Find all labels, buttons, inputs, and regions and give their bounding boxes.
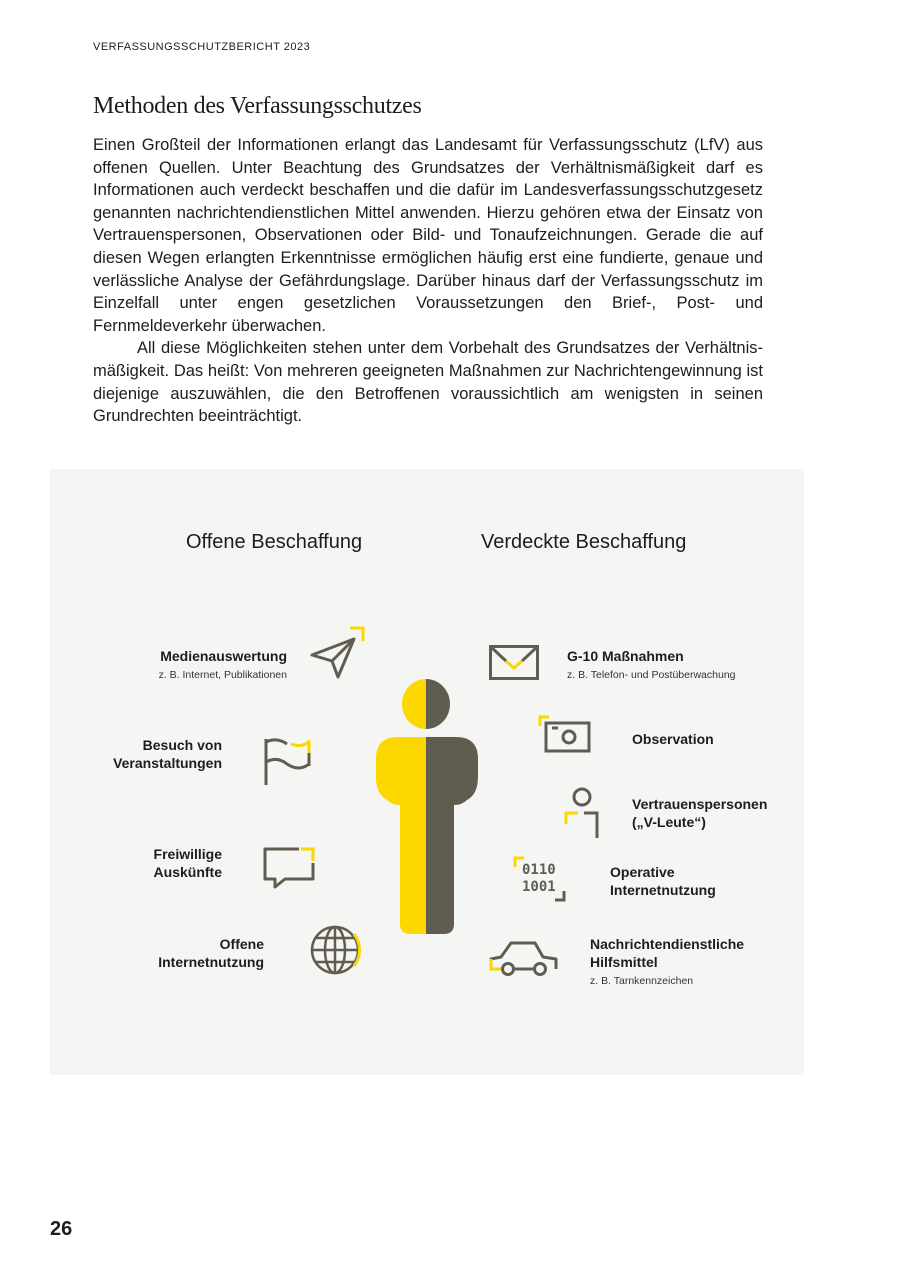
- person-figure-icon: [376, 679, 478, 935]
- operative-internet-label: Operative Internetnutzung: [610, 864, 716, 898]
- g10-measures-label: G-10 Maßnahmen: [567, 648, 684, 664]
- paragraph-2: All diese Möglichkeiten stehen unter dem Vorbehalt des Grundsatzes der Verhältnismäßigkeit. Das heißt: Von mehreren geeigneten Maßnahmen zur Nachrichtengewinnung ist diejenige auszuwählen, die den Betroffenen voraussichtlich am wenigsten in seinen Grundrechten beeinträchtigt.: [93, 339, 763, 426]
- media-analysis-sub: z. B. Internet, Publikationen: [158, 669, 287, 681]
- envelope-icon: [489, 645, 539, 681]
- intelligence-tools-label: Nachrichtendienstliche Hilfsmittel: [590, 936, 745, 970]
- informants-label: Vertrauenspersonen („V-Leute“): [632, 796, 768, 830]
- media-analysis-label: Medienauswertung: [160, 648, 287, 664]
- event-visit-label: Besuch von Veranstaltungen: [113, 737, 222, 771]
- running-head: VERFASSUNGSSCHUTZBERICHT 2023: [93, 41, 311, 53]
- covert-procurement-heading: Verdeckte Beschaffung: [481, 531, 687, 553]
- globe-icon: [310, 924, 364, 976]
- binary-code-icon: 0110 1001: [514, 857, 566, 901]
- car-icon: [489, 937, 561, 977]
- section-title: Methoden des Verfassungsschutzes: [93, 93, 422, 119]
- flag-icon: [263, 738, 313, 786]
- intelligence-tools-sub: z. B. Tarnkennzeichen: [590, 975, 694, 987]
- g10-measures-sub: z. B. Telefon- und Postüberwachung: [567, 669, 736, 681]
- speech-bubble-icon: [263, 847, 315, 889]
- camera-icon: [539, 716, 593, 754]
- open-internet-label: Offene Internetnutzung: [158, 936, 264, 970]
- page-number: 26: [50, 1218, 73, 1240]
- voluntary-info-label: Freiwillige Auskünfte: [153, 846, 222, 880]
- open-procurement-heading: Offene Beschaffung: [186, 531, 363, 553]
- person-icon: [564, 787, 600, 839]
- infographic-panel: [50, 469, 804, 1075]
- body-text: [93, 134, 763, 428]
- observation-label: Observation: [632, 731, 714, 747]
- cursor-arrow-icon: [312, 627, 366, 681]
- paragraph-1: Einen Großteil der Informationen erlangt das Landesamt für Verfassungsschutz (LfV) aus offenen Quellen. Unter Beachtung des Grundsatzes der Verhältnismäßigkeit darf es Informationen auch verdeckt beschaffen und die dafür im Landesverfassungsschutzgesetz genannten nachrichtendienstlichen Mittel anwenden. Hierzu gehören etwa der Einsatz von Vertrauenspersonen, Observationen oder Bild- und Tonaufzeichnungen. Gerade die auf diesen Wegen erlangten Erkenntnisse ermöglichen häufig erst eine fundierte, genaue und verlässliche Analyse der Gefährdungslage. Darüber hinaus darf der Verfassungsschutz im Einzelfall unter engen gesetzlichen Voraussetzungen den Brief-, Post- und Fernmeldeverkehr überwachen.: [93, 136, 763, 335]
